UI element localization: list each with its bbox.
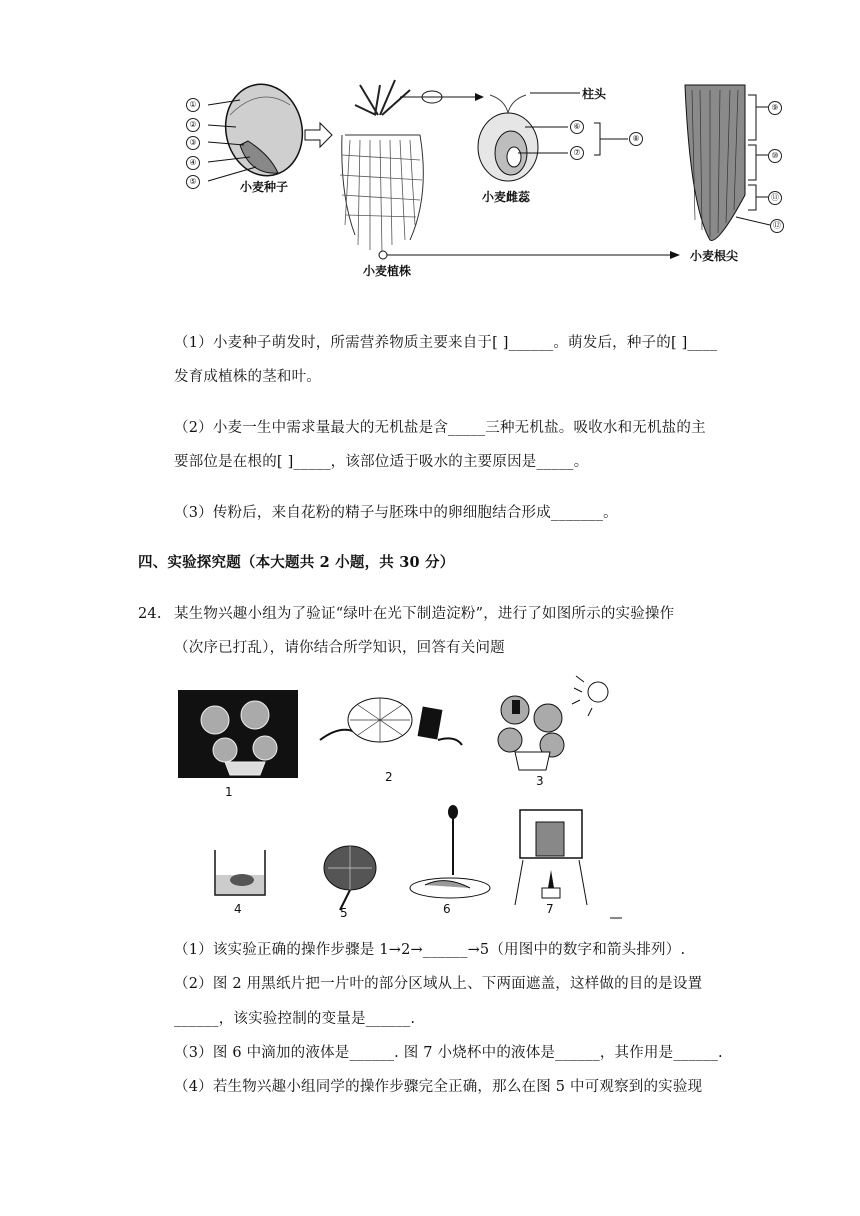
step-label-7: 7 — [546, 902, 554, 916]
step-label-1: 1 — [225, 785, 233, 799]
marker-12: ⑫ — [770, 219, 784, 233]
root-tip-label: 小麦根尖 — [690, 249, 739, 263]
marker-4: ④ — [186, 156, 200, 170]
marker-6: ⑥ — [570, 120, 584, 134]
step-3-sunlight-plant — [498, 676, 608, 770]
step-2-black-paper — [320, 698, 462, 745]
experiment-figure — [170, 670, 650, 925]
step-label-6: 6 — [443, 902, 451, 916]
seed-label: 小麦种子 — [240, 180, 289, 194]
q23-line-2: 发育成植株的茎和叶。 — [174, 369, 321, 385]
plant-label: 小麦植株 — [363, 264, 412, 278]
wheat-figure — [170, 75, 810, 290]
q23-line-4: 要部位是在根的[ ]_____，该部位适于吸水的主要原因是_____。 — [174, 454, 589, 470]
marker-11: ⑪ — [768, 191, 782, 205]
q23-line-1: （1）小麦种子萌发时，所需营养物质主要来自于[ ]______。萌发后，种子的[ ]____ — [174, 335, 718, 351]
marker-10: ⑩ — [768, 149, 782, 163]
stigma-label: 柱头 — [582, 87, 607, 101]
marker-9: ⑨ — [768, 101, 782, 115]
q24-sub-1: （1）该实验正确的操作步骤是 1→2→______→5（用图中的数字和箭头排列）. — [174, 942, 686, 958]
wheat-seed-drawing — [208, 77, 311, 183]
marker-8: ⑧ — [629, 132, 643, 146]
q23-line-5: （3）传粉后，来自花粉的精子与胚珠中的卵细胞结合形成_______。 — [174, 505, 618, 521]
q24-number: 24. — [138, 606, 162, 622]
q24-line-1: 某生物兴趣小组为了验证“绿叶在光下制造淀粉”，进行了如图所示的实验操作 — [174, 606, 675, 622]
step-label-3: 3 — [536, 774, 544, 788]
q24-sub-3: （3）图 6 中滴加的液体是______. 图 7 小烧杯中的液体是______，其作用是______. — [174, 1045, 723, 1061]
step-label-4: 4 — [234, 902, 242, 916]
step-7-water-bath — [515, 810, 622, 918]
step-label-5: 5 — [340, 906, 348, 920]
step-4-beaker — [215, 850, 265, 895]
step-label-2: 2 — [385, 770, 393, 784]
section-heading: 四、实验探究题（本大题共 2 小题，共 30 分） — [138, 554, 455, 571]
q23-line-3: （2）小麦一生中需求量最大的无机盐是含_____三种无机盐。吸收水和无机盐的主 — [174, 420, 706, 436]
marker-7: ⑦ — [570, 146, 584, 160]
wheat-root-tip-drawing — [685, 85, 770, 240]
marker-1: ① — [186, 98, 200, 112]
q24-sub-4: （4）若生物兴趣小组同学的操作步骤完全正确，那么在图 5 中可观察到的实验现 — [174, 1079, 703, 1095]
step-1-dark-plant — [178, 690, 298, 778]
pistil-label: 小麦雌蕊 — [482, 190, 531, 204]
marker-2: ② — [186, 118, 200, 132]
q24-sub-2a: （2）图 2 用黑纸片把一片叶的部分区域从上、下两面遮盖，这样做的目的是设置 — [174, 976, 703, 992]
step-6-dropper — [410, 805, 490, 898]
wheat-pistil-drawing — [478, 93, 628, 181]
q24-line-2: （次序已打乱），请你结合所学知识，回答有关问题 — [174, 640, 505, 656]
marker-5: ⑤ — [186, 175, 200, 189]
step-5-leaf — [324, 846, 376, 910]
experiment-drawing — [170, 670, 650, 925]
q24-sub-2b: ______，该实验控制的变量是______. — [174, 1011, 416, 1027]
marker-3: ③ — [186, 136, 200, 150]
